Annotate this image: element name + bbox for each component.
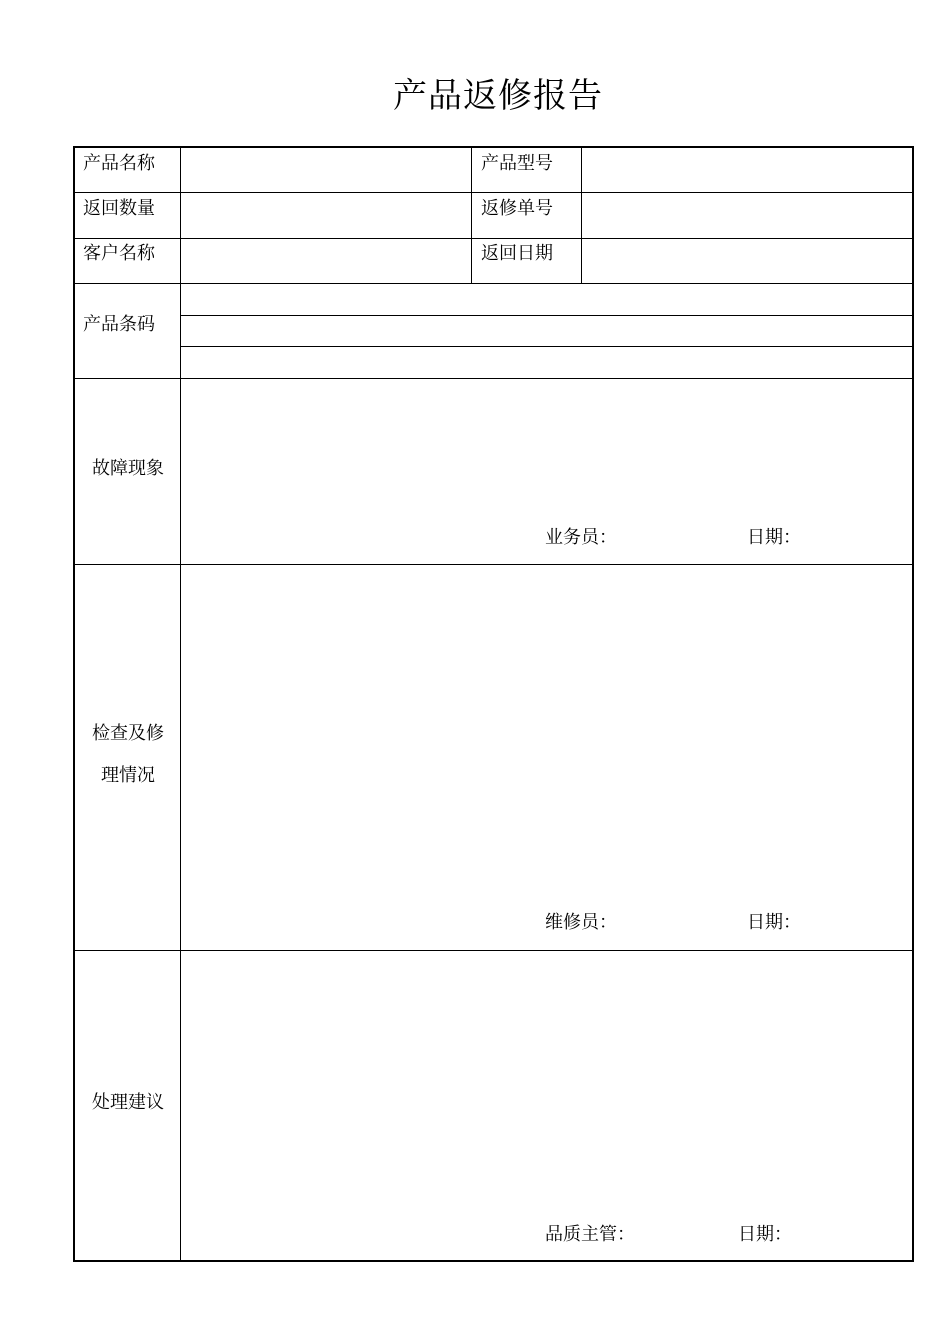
product-name-field[interactable] [181, 148, 471, 192]
handling-suggestion-field[interactable] [181, 951, 912, 1211]
return-quantity-field[interactable] [181, 193, 471, 238]
barcode-field[interactable] [181, 284, 912, 315]
product-barcode-label: 产品条码 [83, 314, 155, 335]
repair-order-number-field[interactable] [582, 193, 912, 238]
barcode-field[interactable] [181, 347, 912, 378]
repair-order-number-label: 返修单号 [481, 198, 553, 219]
return-date-label: 返回日期 [481, 243, 553, 264]
repair-report-form [73, 146, 914, 1262]
fault-symptom-field[interactable] [181, 379, 912, 519]
fault-date-label: 日期： [747, 527, 801, 548]
salesperson-label: 业务员： [545, 527, 617, 548]
customer-name-label: 客户名称 [83, 243, 155, 264]
page-title: 产品返修报告 [393, 76, 603, 116]
barcode-field[interactable] [181, 316, 912, 346]
suggestion-date-label: 日期： [738, 1224, 792, 1245]
mid-column-divider [471, 148, 472, 283]
customer-name-field[interactable] [181, 239, 471, 283]
product-model-field[interactable] [582, 148, 912, 192]
product-name-label: 产品名称 [83, 153, 155, 174]
repairman-label: 维修员： [545, 912, 617, 933]
inspection-date-label: 日期： [747, 912, 801, 933]
return-date-field[interactable] [582, 239, 912, 283]
inspection-repair-label-line1: 检查及修 [92, 723, 164, 744]
inspection-repair-label-line2: 理情况 [101, 765, 155, 786]
quality-supervisor-label: 品质主管： [545, 1224, 635, 1245]
return-quantity-label: 返回数量 [83, 198, 155, 219]
fault-symptom-label: 故障现象 [92, 458, 164, 479]
inspection-repair-field[interactable] [181, 565, 912, 895]
product-model-label: 产品型号 [481, 153, 553, 174]
handling-suggestion-label: 处理建议 [92, 1092, 164, 1113]
